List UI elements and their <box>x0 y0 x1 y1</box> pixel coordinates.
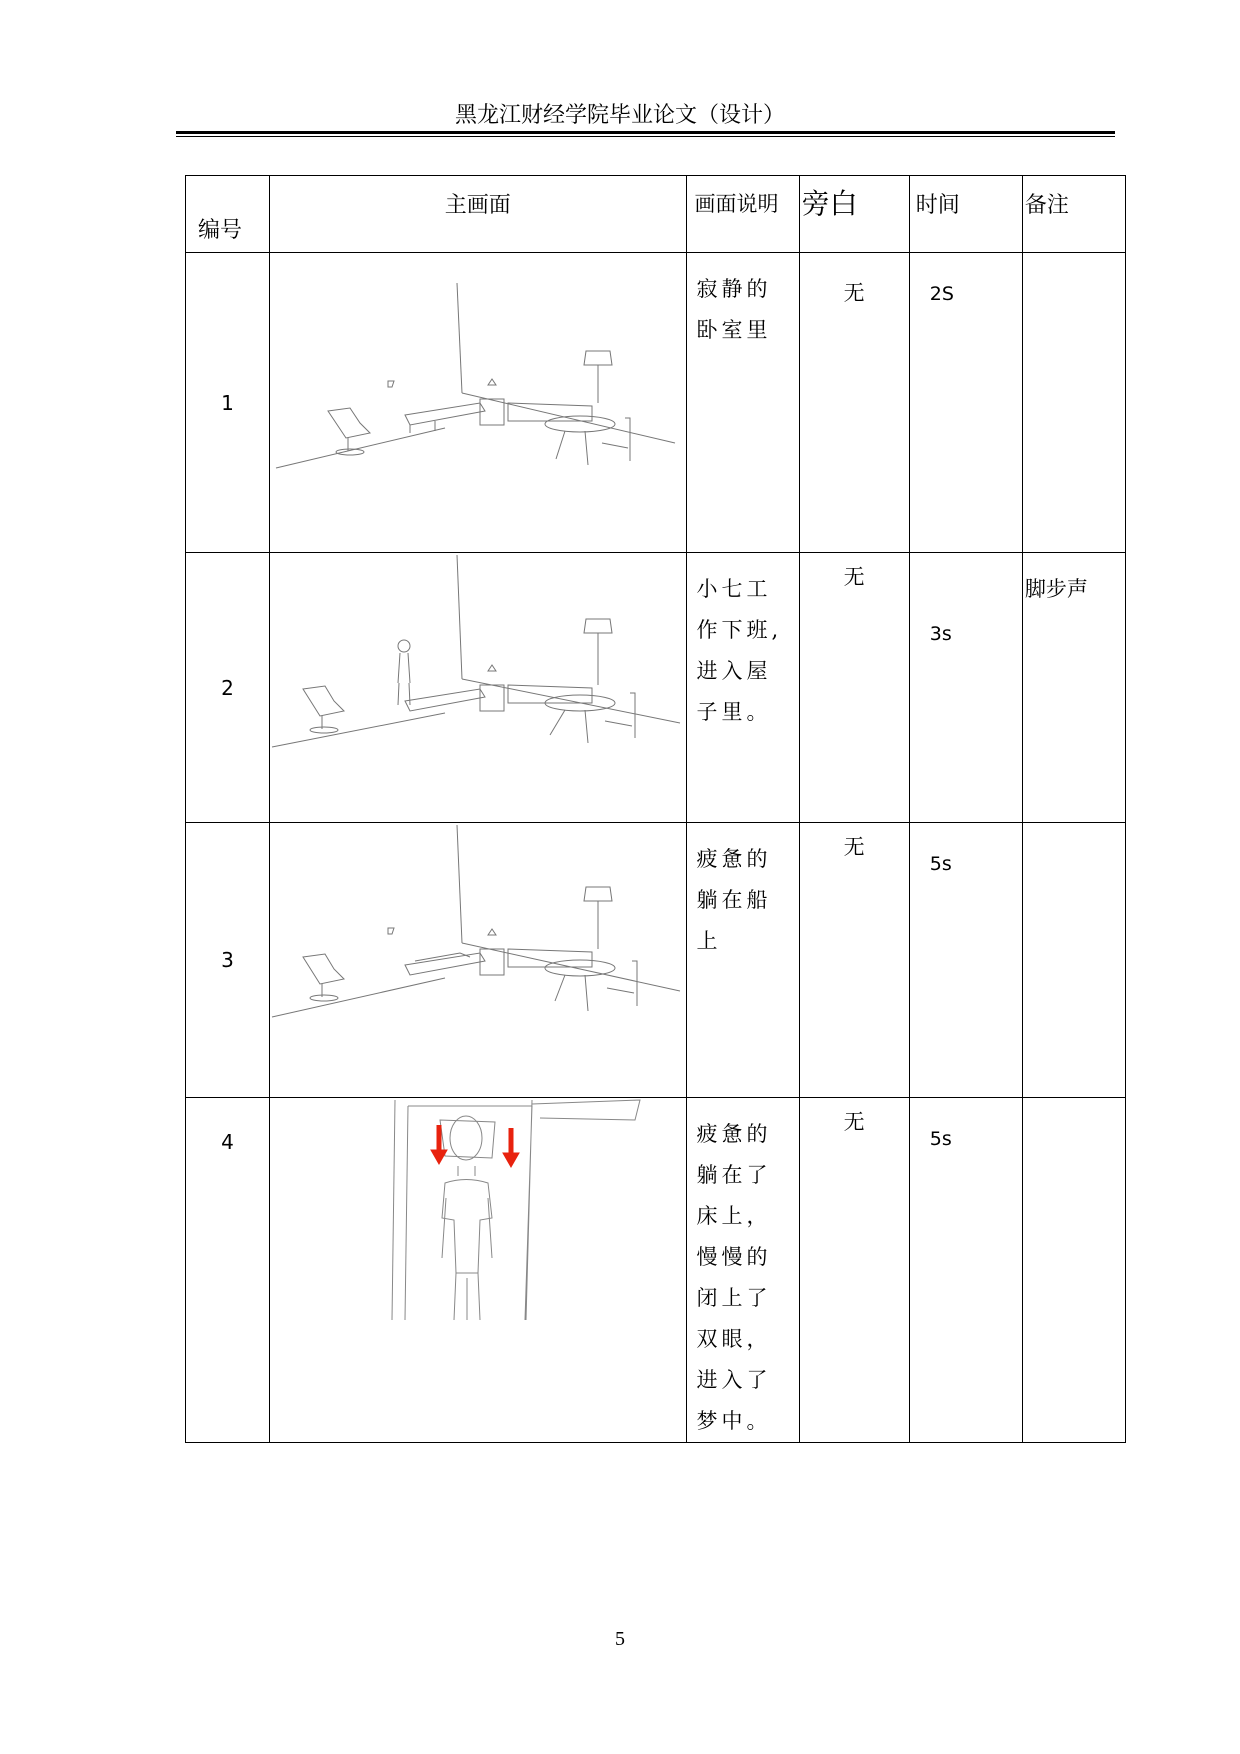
column-header-narration: 旁白 <box>799 176 909 253</box>
frame-image-cell <box>270 553 686 823</box>
narration: 无 <box>799 823 909 1098</box>
duration: 3s <box>909 553 1022 823</box>
narration: 无 <box>799 1098 909 1443</box>
frame-image-cell <box>270 823 686 1098</box>
header-rule-thick <box>176 131 1115 134</box>
duration: 2S <box>909 253 1022 553</box>
shot-number: 4 <box>186 1098 270 1443</box>
duration: 5s <box>909 1098 1022 1443</box>
column-header-number: 编号 <box>186 176 270 253</box>
column-header-time: 时间 <box>909 176 1022 253</box>
shot-number: 2 <box>186 553 270 823</box>
shot-number: 1 <box>186 253 270 553</box>
frame-image-cell <box>270 1098 686 1443</box>
table-row <box>186 553 1126 823</box>
table-row <box>186 823 1126 1098</box>
notes: 脚步声 <box>1022 553 1125 823</box>
duration: 5s <box>909 823 1022 1098</box>
frame-description: 疲惫的躺在船上 <box>686 823 799 1098</box>
frame-description: 疲惫的躺在了床上，慢慢的闭上了双眼，进入了梦中。 <box>686 1098 799 1443</box>
column-header-description: 画面说明 <box>686 176 799 253</box>
notes <box>1022 253 1125 553</box>
frame-image-cell <box>270 253 686 553</box>
character-closing-eyes-topdown-sketch-image <box>270 1098 686 1368</box>
column-header-main-frame: 主画面 <box>270 176 686 253</box>
character-lying-on-bed-sketch-image <box>270 823 686 1096</box>
empty-bedroom-sketch-image <box>270 253 686 551</box>
character-entering-room-sketch-image <box>270 553 686 821</box>
narration: 无 <box>799 553 909 823</box>
table-header-row <box>186 176 1126 253</box>
shot-number: 3 <box>186 823 270 1098</box>
table-row <box>186 253 1126 553</box>
table-row <box>186 1098 1126 1443</box>
storyboard-table <box>185 175 1126 1443</box>
frame-description: 寂静的卧室里 <box>686 253 799 553</box>
notes <box>1022 1098 1125 1443</box>
frame-description: 小七工作下班,进入屋子里。 <box>686 553 799 823</box>
header-rule-thin <box>176 136 1115 137</box>
page-number: 5 <box>615 1628 625 1650</box>
document-header-title: 黑龙江财经学院毕业论文（设计） <box>454 103 785 128</box>
narration: 无 <box>799 253 909 553</box>
column-header-notes: 备注 <box>1022 176 1125 253</box>
notes <box>1022 823 1125 1098</box>
